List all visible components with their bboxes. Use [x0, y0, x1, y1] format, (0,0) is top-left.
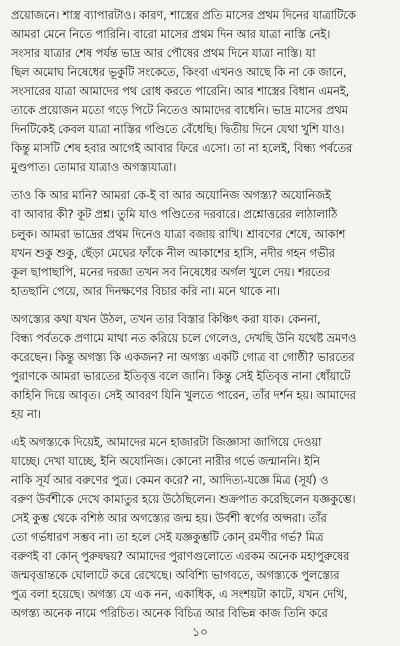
- text-line: হাতছানি পেয়ে, আর দিনক্ষণের বিচার করি না। মনে থাকে না।: [11, 283, 280, 298]
- text-line: অগস্ত্য অনেক নামে পরিচিত। অনেক বিচিত্র আর বিভিন্ন কাজ তিনি করে: [11, 606, 328, 621]
- text-line: নাকি সূর্য আর বরুণের পুত্র। কেমন করে? না, আদিত্য-যজ্ঞে মিত্র (সূর্য) ও: [11, 473, 329, 488]
- text-line: পুরাণকে আমরা ভারতের ইতিবৃত্ত বলে জানি। কিন্তু সেই ইতিবৃত্ত নানা ধোঁয়াটে: [11, 368, 351, 383]
- text-line: কূল ছাপাছাপি, মনের দরজা তখন সব নিষেধের অর্গল খুলে দেয়। শরতের: [11, 264, 331, 279]
- text-line: চলুক। আমরা ভাদ্রের প্রথম দিনেও যাত্রা বজায় রাখি। শ্রাবণের শেষে, আকাশ: [11, 226, 346, 241]
- text-line: তো গর্ভধারণ সম্ভব না। তা হলে সেই যজ্ঞকুম্ভটি কোন্ রমণীর গর্ভ? মিত্র: [11, 530, 324, 545]
- text-line: হয় না।: [11, 406, 41, 421]
- paragraph-4: [11, 433, 391, 623]
- text-line: জন্মবৃত্তান্তকে ঘোলাটে করে রেখেছে। অবিশ্যি ভাগবতে, অগস্ত্যকে পুলস্ত্যের: [11, 568, 340, 583]
- paragraph-1: [11, 6, 391, 177]
- text-line: এই অগস্ত্যকে দিয়েই, আমাদের মনে হাজারটা জিজ্ঞাসা জাগিয়ে দেওয়া: [11, 434, 322, 449]
- paragraph-2: [11, 186, 391, 300]
- text-line: অগস্ত্যের কথা যখন উঠল, তখন তার বিস্তার কিঞ্চিৎ করা যাক। কেননা,: [11, 311, 321, 326]
- text-line: সংসার যাত্রার শেষ পর্যন্ত ভাদ্র আর পৌষের প্রথম দিনে যাত্রা নাস্তি। যা: [11, 46, 316, 61]
- text-line: কাহিনি দিয়ে আবৃত। সেই আবরণ যিনি খুলতে পারেন, তাঁর দর্শন হয়। আমাদের: [11, 387, 356, 402]
- text-line: যখন শুকু শুকু, ছেঁড়া মেঘের ফাঁকে নীল আকাশের হাসি, নদীর গহন গভীর: [11, 245, 335, 260]
- text-line: সেই কুম্ভ থেকে বশিষ্ঠ আর অগস্ত্যের জন্ম হয়। উর্বশী স্বর্গের অপ্সরা। তাঁর: [11, 511, 327, 526]
- text-line: পুত্র বলা হয়েছে। অগস্ত্য যে এক নন, একাধিক, এ সংশয়টা কাটে, যখন দেখি,: [11, 587, 348, 602]
- text-line: বরুণ উর্বশীকে দেখে কামাতুর হয়ে উঠেছিলেন। শুক্রপাত করেছিলেন যজ্ঞকুম্ভে।: [11, 492, 356, 507]
- text-line: যাচ্ছে। দেখা যাচ্ছে, ইনি অযোনিজ। কোনো নারীর গর্ভে জন্মাননি। ইনি: [11, 454, 320, 469]
- text-line: মুণ্ডপাত। তোমার যাত্রাও অগস্ত্যযাত্রা।: [11, 160, 177, 175]
- text-line: সংসারের যাত্রা আমাদের পথ রোধ করতে পারেনি। আর শাস্ত্রের বিধান এমনই,: [11, 84, 350, 99]
- text-line: আমরা মেনে নিতে পারিনি। বারো মাসের প্রথম দিন আর যাত্রা নাস্তি নেই।: [11, 27, 331, 42]
- text-line: করেছেন। কিন্তু অগস্ত্য কি একজন? না অগস্ত্য একটি গোত্র বা গোষ্ঠী? ভারতের: [11, 349, 355, 364]
- text-line: তাও কি আর মানি? আমরা কে-ই বা আর অযোনিজ অগস্ত্য? অযোনিজই: [11, 188, 331, 203]
- text-line: ছিল অমোঘ নিষেধের ভূকুটি সংকেতে, কিংবা এখনও আছে কি না কে জানে,: [11, 65, 347, 80]
- text-line: বিন্ধ্য পর্বতকে প্রণামে মাথা নত করিয়ে চলে গেলেও, দেখছি উনি যথেষ্ট ভ্রমণও: [11, 330, 357, 345]
- text-line: প্রয়োজনে। শাস্ত্র ব্যাপারটাও। কারণ, শাস্ত্রের প্রতি মাসের প্রথম দিনের যাত্রাটিকে: [11, 8, 356, 22]
- paragraph-3: [11, 310, 391, 424]
- text-line: বা আবার কী? কূট প্রশ্ন। তুমি যাও পণ্ডিতের দরবারে। প্রশ্নোত্তরের লাঠালাঠি: [11, 207, 338, 222]
- page-number: ১০: [192, 625, 208, 639]
- text-line: বরুণই বা কোন্ পুরুষদ্বয়? আমাদের পুরাণগুলোতে এরকম অনেক মহাপুরুষের: [11, 549, 350, 564]
- text-line: কিন্তু মাসটি শেষ হবার আগেই আবার ফিরে এসো। তা না হলেই, বিন্ধ্য পর্বতের: [11, 141, 353, 156]
- text-line: তাকে প্রয়োজন মতো গড়ে পিটে নিতেও আমাদের বাধেনি। ভাদ্র মাসের প্রথম: [11, 103, 348, 118]
- text-line: দিনটিকেই কেবল যাত্রা নাস্তির গণ্ডিতে বেঁধেছি। দ্বিতীয় দিনে যেথা খুশি যাও।: [11, 122, 345, 137]
